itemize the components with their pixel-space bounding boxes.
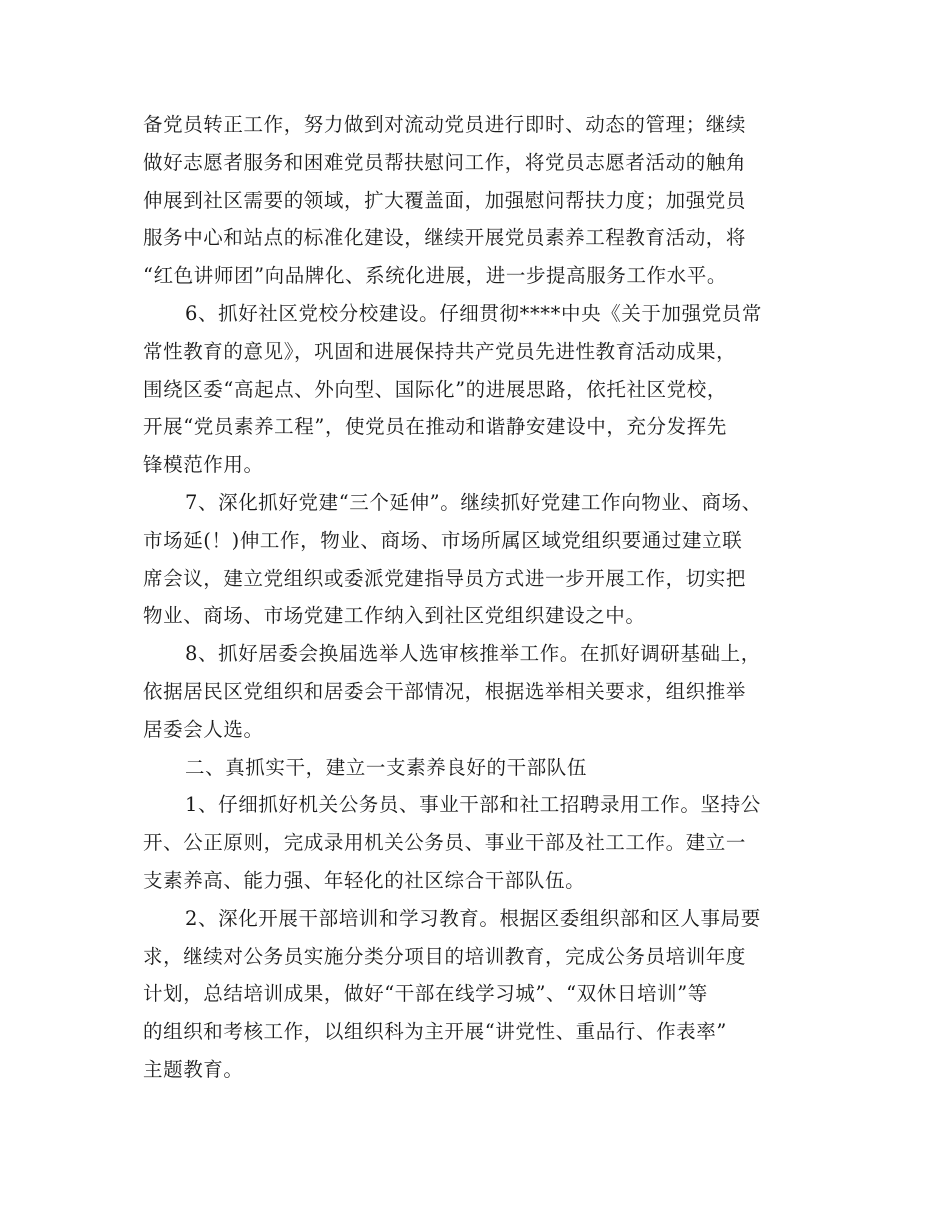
text-line: 开展“党员素养工程”，使党员在推动和谐静安建设中，充分发挥先 <box>143 415 727 439</box>
text-line: 锋模范作用。 <box>143 453 264 477</box>
text-line: 支素养高、能力强、年轻化的社区综合干部队伍。 <box>143 868 586 892</box>
text-line: 主题教育。 <box>143 1057 244 1081</box>
text-line: 备党员转正工作，努力做到对流动党员进行即时、动态的管理；继续 <box>143 113 747 136</box>
text-line: 服务中心和站点的标准化建设，继续开展党员素养工程教育活动，将 <box>143 226 747 250</box>
text-line: 依据居民区党组织和居委会干部情况，根据选举相关要求，组织推举 <box>143 679 747 703</box>
text-line: 做好志愿者服务和困难党员帮扶慰问工作，将党员志愿者活动的触角 <box>143 150 747 174</box>
text-line: 伸展到社区需要的领域，扩大覆盖面，加强慰问帮扶力度；加强党员 <box>143 188 747 212</box>
text-line: 计划，总结培训成果，做好“干部在线学习城”、“双休日培训”等 <box>143 982 708 1006</box>
text-line: 常性教育的意见》，巩固和进展保持共产党员先进性教育活动成果， <box>143 339 737 363</box>
text-line: 物业、商场、市场党建工作纳入到社区党组织建设之中。 <box>143 604 646 628</box>
text-line: 居委会人选。 <box>143 717 264 741</box>
text-line: 开、公正原则，完成录用机关公务员、事业干部及社工工作。建立一 <box>143 831 747 855</box>
text-line: 2、深化开展干部培训和学习教育。根据区委组织部和区人事局要 <box>185 906 761 930</box>
text-line: 1、仔细抓好机关公务员、事业干部和社工招聘录用工作。坚持公 <box>185 793 761 817</box>
document-body <box>143 106 823 1089</box>
text-line: “红色讲师团”向品牌化、系统化进展，进一步提高服务工作水平。 <box>143 264 727 288</box>
text-line: 市场延(！)伸工作，物业、商场、市场所属区域党组织要通过建立联 <box>143 528 743 552</box>
text-line: 求，继续对公务员实施分类分项目的培训教育，完成公务员培训年度 <box>143 944 747 968</box>
text-line: 席会议，建立党组织或委派党建指导员方式进一步开展工作，切实把 <box>143 566 747 590</box>
text-line: 7、深化抓好党建“三个延伸”。继续抓好党建工作向物业、商场、 <box>185 490 762 514</box>
text-line: 二、真抓实干，建立一支素养良好的干部队伍 <box>185 755 588 779</box>
text-line: 6、抓好社区党校分校建设。仔细贯彻****中央《关于加强党员常 <box>185 301 763 325</box>
text-line: 的组织和考核工作，以组织科为主开展“讲党性、重品行、作表率” <box>143 1020 727 1044</box>
text-line: 围绕区委“高起点、外向型、国际化”的进展思路，依托社区党校， <box>143 377 727 401</box>
text-line: 8、抓好居委会换届选举人选审核推举工作。在抓好调研基础上， <box>185 642 761 666</box>
